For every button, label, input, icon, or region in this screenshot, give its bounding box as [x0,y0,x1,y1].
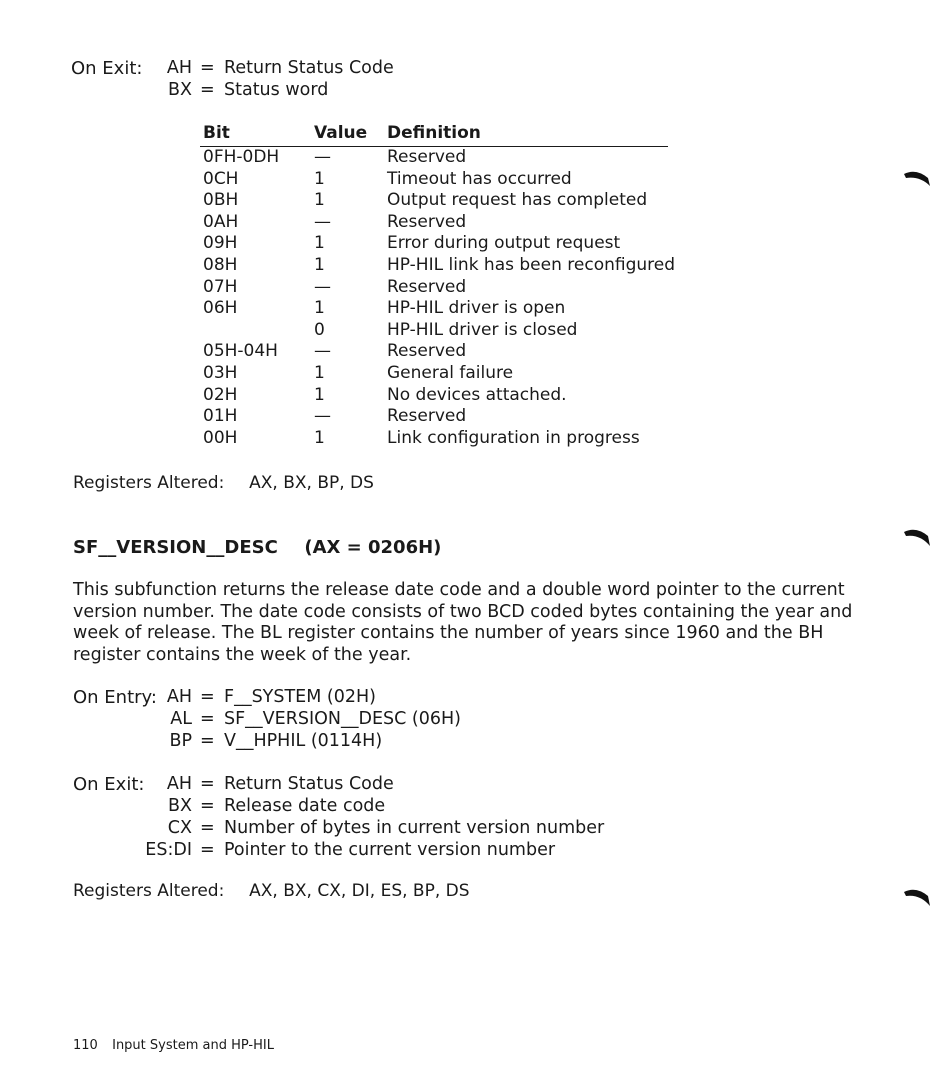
definition-cell: Output request has completed [387,190,648,211]
equals-sign: = [200,58,215,78]
register-name: AH [166,687,192,707]
definition-cell: Reserved [387,211,467,232]
value-cell: — [314,276,331,297]
registers-altered-label: Registers Altered: [73,881,225,901]
margin-mark-icon [902,166,932,192]
status-bit-table [200,122,676,449]
bit-cell: 09H [203,233,238,254]
register-description: Return Status Code [224,774,394,794]
value-cell: 1 [314,362,325,383]
exit-1-row-ah [0,58,950,80]
register-name: BP [169,731,192,751]
definition-cell: HP-HIL driver is open [387,298,566,319]
definition-cell: No devices attached. [387,384,567,405]
value-cell: 1 [314,190,325,211]
definition-cell: Link configuration in progress [387,427,640,448]
page-number: 110 [73,1038,98,1053]
registers-altered-value: AX, BX, BP, DS [249,473,374,493]
table-row [200,233,668,255]
definition-cell: Reserved [387,276,467,297]
value-cell: 1 [314,168,325,189]
entry-label: On Entry: [73,687,157,708]
value-cell: 1 [314,254,325,275]
value-cell: 1 [314,298,325,319]
register-name: ES:DI [145,840,192,860]
register-name: CX [167,818,192,838]
table-row [200,277,668,299]
bit-cell: 05H-04H [203,341,278,362]
value-cell: — [314,147,331,167]
definition-cell: Reserved [387,341,467,362]
bit-cell: 07H [203,276,238,297]
registers-altered-value: AX, BX, CX, DI, ES, BP, DS [249,881,470,901]
register-description: V__HPHIL (0114H) [224,731,383,751]
register-name: BX [168,796,192,816]
equals-sign: = [200,796,215,816]
exit-1-row-bx [0,80,950,102]
margin-mark-icon [902,524,932,550]
bit-cell: 03H [203,362,238,383]
bit-cell: 01H [203,406,238,427]
equals-sign: = [200,687,215,707]
equals-sign: = [200,840,215,860]
bit-cell: 02H [203,384,238,405]
header-value: Value [314,123,368,143]
bit-cell: 08H [203,254,238,275]
register-description: Pointer to the current version number [224,840,556,860]
table-row [200,190,668,212]
page-footer [73,1038,274,1054]
entry-row-bp [0,731,950,753]
running-title: Input System and HP-HIL [112,1038,274,1053]
exit-2-row-cx [0,818,950,840]
table-row [200,147,668,169]
equals-sign: = [200,709,215,729]
table-row [200,254,676,277]
value-cell: 1 [314,233,325,254]
exit-label-1: On Exit: [71,58,143,79]
register-description: SF__VERSION__DESC (06H) [224,709,462,729]
exit-label-2: On Exit: [73,774,145,795]
exit-2-row-ah [0,774,950,796]
register-description: Release date code [224,796,386,816]
value-cell: — [314,341,331,362]
section-title: SF__VERSION__DESC [73,537,278,558]
section-heading [73,537,441,559]
bit-cell: 0BH [203,190,239,211]
registers-altered-label: Registers Altered: [73,473,225,493]
definition-cell: Reserved [387,147,467,167]
header-bit: Bit [203,123,230,143]
definition-cell: General failure [387,362,514,383]
table-row [200,428,668,450]
margin-mark-icon [902,884,932,910]
register-name: AH [166,58,192,78]
equals-sign: = [200,731,215,751]
value-cell: — [314,406,331,427]
section-paragraph: This subfunction returns the release date code and a double word pointer to the current version number. The date code consists of two BCD coded bytes containing the year and week of release. The BL register contains the number of years since 1960 and the BH register contains the week of the year. [73,580,853,665]
equals-sign: = [200,774,215,794]
value-cell: — [314,211,331,232]
exit-2-row-esdi [0,840,950,862]
definition-cell: HP-HIL driver is closed [387,319,578,340]
value-cell: 1 [314,384,325,405]
table-row [200,406,668,428]
header-definition: Definition [387,123,481,143]
exit-2-row-bx [0,796,950,818]
definition-cell: Error during output request [387,233,621,254]
value-cell: 1 [314,427,325,448]
registers-altered-2 [73,881,470,902]
table-row [200,341,668,363]
table-row [200,320,668,342]
register-name: AL [170,709,192,729]
equals-sign: = [200,818,215,838]
register-name: AH [166,774,192,794]
bit-cell: 0CH [203,168,239,189]
table-row [200,298,668,320]
registers-altered-1 [73,473,374,494]
register-description: Status word [224,80,329,100]
bit-cell: 06H [203,298,238,319]
definition-cell: Reserved [387,406,467,427]
register-description: F__SYSTEM (02H) [224,687,376,707]
bit-cell: 0FH-0DH [203,147,280,167]
register-description: Number of bytes in current version number [224,818,605,838]
entry-row-ah [0,687,950,709]
table-row [200,169,668,191]
section-code: (AX = 0206H) [304,537,442,558]
value-cell: 0 [314,319,325,340]
register-name: BX [168,80,192,100]
bit-cell: 00H [203,427,238,448]
table-row [200,212,668,234]
entry-row-al [0,709,950,731]
definition-cell: HP-HIL link has been reconfigured [387,254,676,275]
register-description: Return Status Code [224,58,394,78]
definition-cell: Timeout has occurred [387,168,572,189]
equals-sign: = [200,80,215,100]
table-row [200,385,668,407]
table-header [200,122,668,147]
table-row [200,363,668,385]
bit-cell: 0AH [203,211,239,232]
